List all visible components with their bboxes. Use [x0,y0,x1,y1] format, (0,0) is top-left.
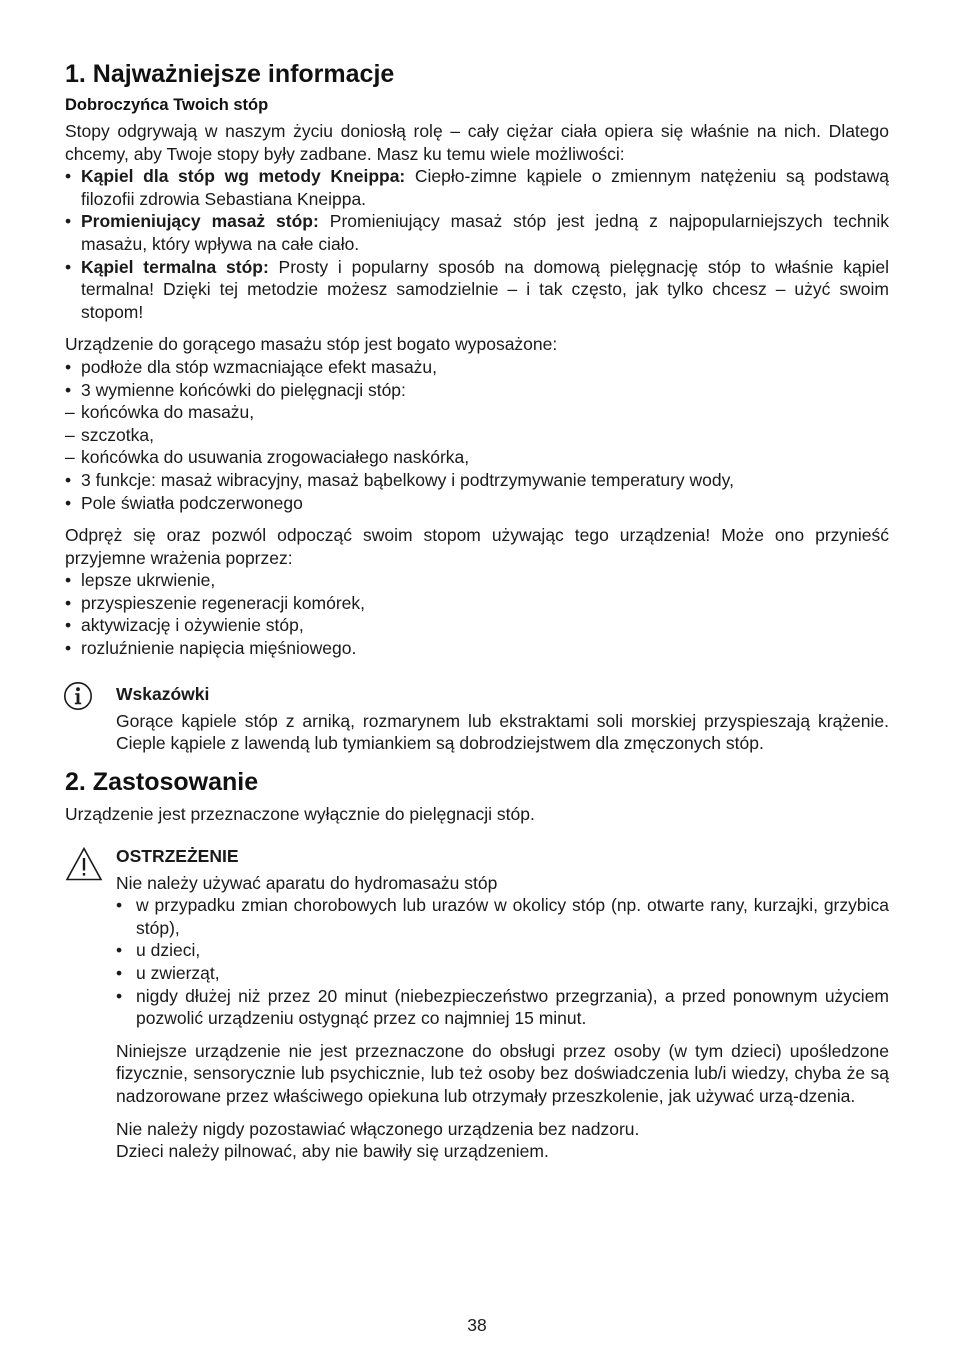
warning-list [116,894,889,1030]
feature-text: Ciepło-zimne kąpiele o zmiennym natężeniu są podstawą filozofii zdrowia Sebastiana Kneippa. [81,166,889,209]
benefits-intro: Odpręż się oraz pozwól odpocząć swoim stopom używając tego urządzenia! Może ono przynieść przyjemne wrażenia poprzez: [65,525,889,568]
page-number: 38 [467,1315,487,1335]
section-2-intro: Urządzenie jest przeznaczone wyłącznie do pielęgnacji stóp. [65,804,535,824]
feature-item [65,210,889,255]
list-item [65,379,889,402]
note-block [116,683,889,755]
feature-label: Kąpiel termalna stóp: [81,256,269,277]
sub-list-item: – szczotka, [65,424,889,447]
benefits-list [65,569,889,659]
feature-label: Promieniujący masaż stóp: [81,211,319,232]
section-2-title: 2. Zastosowanie [65,768,259,796]
feature-item [65,256,889,324]
section-1-title: 1. Najważniejsze informacje [65,60,395,88]
warning-block [116,845,889,1163]
feature-label: Kąpiel dla stóp wg metody Kneippa: [81,166,406,187]
list-item: • przyspieszenie regeneracji komórek, [65,592,889,615]
section-2 [65,767,889,826]
section-1 [65,59,889,660]
list-item: • aktywizację i ożywienie stóp, [65,614,889,637]
warning-paragraph-2-line-1: Nie należy nigdy pozostawiać włączonego urządzenia bez nadzoru. [116,1118,640,1139]
equipment-intro: Urządzenie do gorącego masażu stóp jest bogato wyposażone: [65,334,558,355]
section-1-intro: Stopy odgrywają w naszym życiu doniosłą rolę – cały ciężar ciała opiera się właśnie na nich. Dlatego chcemy, aby Twoje stopy były zadbane. Masz ku temu wiele możliwości: [65,121,889,164]
section-1-subtitle: Dobroczyńca Twoich stóp [65,96,269,114]
feature-text: Prosty i popularny sposób na domową pielęgnację stóp to właśnie kąpiel termalna! Dzięki tej metodzie możesz samodzielnie – i tak często, jak tylko chcesz – użyć swoim stopom! [81,256,889,322]
list-item: • u dzieci, [116,939,889,962]
warning-paragraph-2-line-2: Dzieci należy pilnować, aby nie bawiły się urządzeniem. [116,1141,549,1162]
sub-list-item: – końcówka do masażu, [65,401,889,424]
list-item: • Pole światła podczerwonego [65,492,889,515]
note-text: Gorące kąpiele stóp z arniką, rozmarynem lub ekstraktami soli morskiej przyspieszają krążenie. Cieple kąpiele z lawendą lub tymiankiem są dobrodziejstwem dla zmęczonych stóp. [116,710,889,754]
list-item: • u zwierząt, [116,962,889,985]
sub-list-item: – końcówka do usuwania zrogowaciałego naskórka, [65,446,889,469]
list-item: • rozluźnienie napięcia mięśniowego. [65,637,889,660]
warning-paragraph-1: Niniejsze urządzenie nie jest przeznaczone do obsługi przez osoby (w tym dzieci) upośledzone fizycznie, sensorycznie lub psychicznie, lub też osoby bez doświadczenia lub/i wiedzy, chyba że są nadzorowane przez właściwego opiekuna lub otrzymały przeszkolenie, jak używać urzą-dzenia. [116,1040,889,1106]
list-item: • podłoże dla stóp wzmacniające efekt masażu, [65,356,889,379]
warning-title: OSTRZEŻENIE [116,846,239,866]
list-item: • nigdy dłużej niż przez 20 minut (niebezpieczeństwo przegrzania), a przed ponownym użyciem pozwolić urządzeniu ostygnąć przez co najmniej 15 minut. [116,985,889,1030]
warning-triangle-icon [65,846,103,882]
attachment-sublist [65,401,889,469]
info-icon [63,681,93,711]
equipment-list-continued [65,469,889,514]
feature-item [65,165,889,210]
warning-intro: Nie należy używać aparatu do hydromasażu stóp [116,872,498,893]
feature-text: Promieniujący masaż stóp jest jedną z najpopularniejszych technik masażu, który wpływa na całe ciało. [81,211,889,254]
list-item-text: 3 wymienne końcówki do pielęgnacji stóp: [81,379,406,400]
feature-list [65,165,889,323]
note-title: Wskazówki [116,684,210,704]
equipment-list [65,356,889,401]
list-item: • w przypadku zmian chorobowych lub urazów w okolicy stóp (np. otwarte rany, kurzajki, grzybica stóp), [116,894,889,939]
list-item: • lepsze ukrwienie, [65,569,889,592]
list-item: • 3 funkcje: masaż wibracyjny, masaż bąbelkowy i podtrzymywanie temperatury wody, [65,469,889,492]
